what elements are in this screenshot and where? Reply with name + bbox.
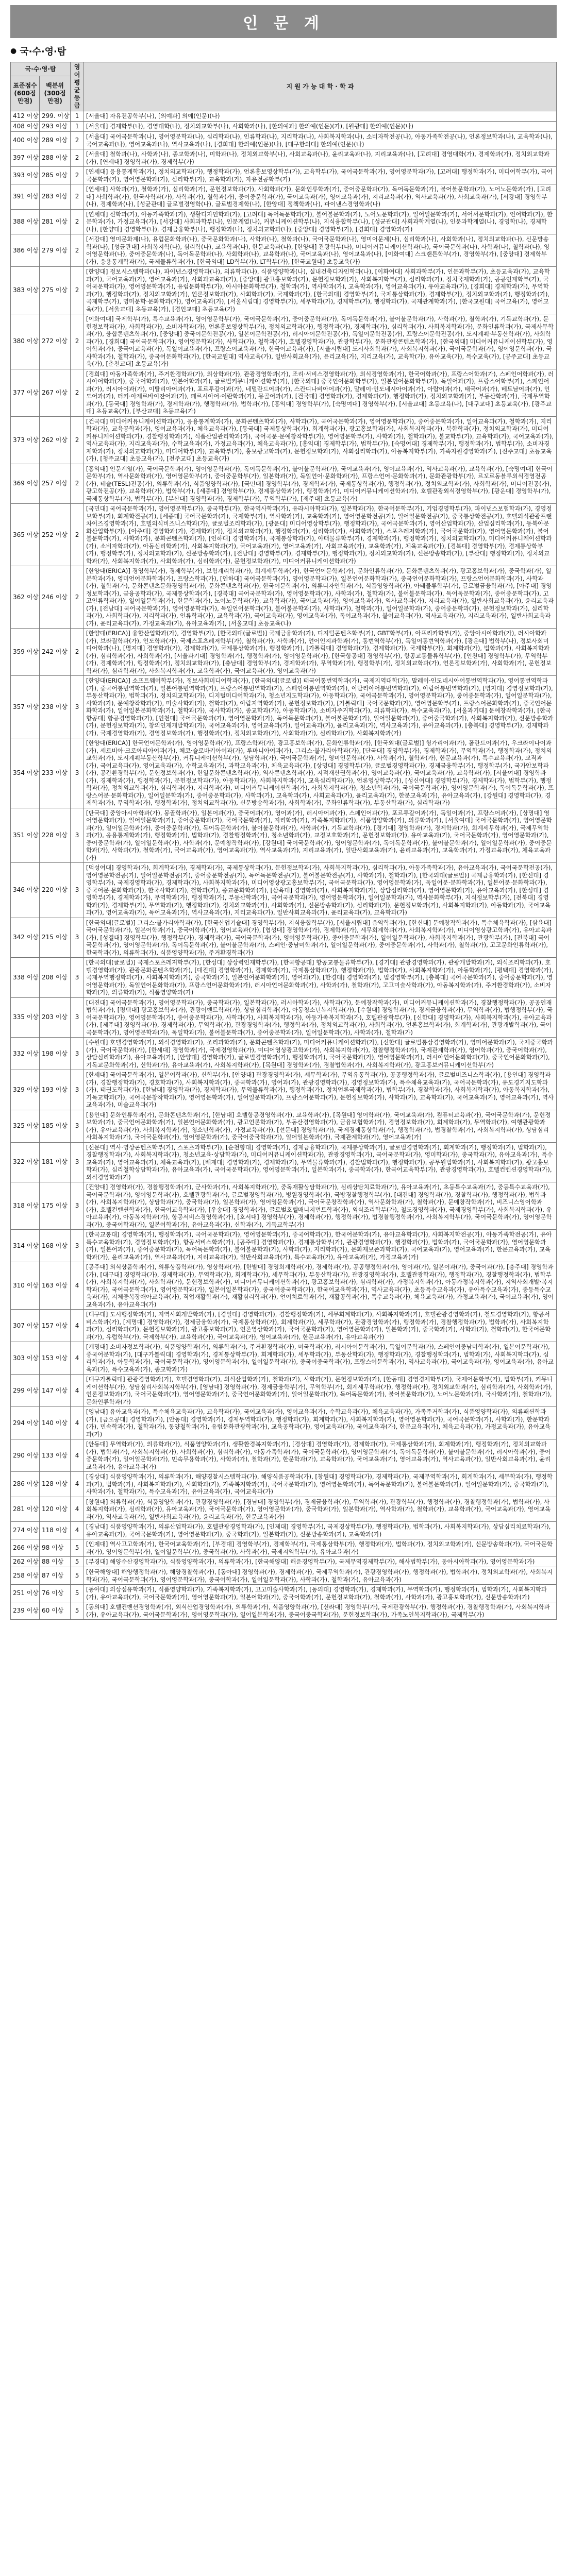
standard-score-cell: 377 이상 [11, 369, 40, 416]
standard-score-cell: 239 이상 [11, 1602, 40, 1620]
english-grade-cell: 3 [71, 1230, 84, 1262]
percentile-cell: 289 이상 [40, 132, 71, 149]
departments-cell: [한양대(ERICA)] 소프트웨어학부(가), 정보사회미디어학과(가), [한국외대(글로벌)] 태국어통번역학과(가), 국제지역대학(가), 말레이·인도네시아어통번역학과(가), 영어통번역학과(가), 중국어통번역학과(가), 일본어통번역학과(가), 프랑스어통번역학과(가), 스페인어통번역학과(가), 이탈리아어통번역학과(가), 아랍어통번역학과(가), [명지대] 경영정보학과(가), 부동산학과(가), 법학과(가), 정치외교학과(가), 디지털미디어학과(가), 청소년지도학과(가), 아동학과(가), 국어국문학과(가), 영어영문학과(가), 중어중문학과(가), 일어일문학과(가), 사학과(가), 문예창작학과(가), 미술사학과(가), 철학과(가), 아랍지역학과(가), 문헌정보학과(가), [가톨릭대] 국어국문학과(가), 영어영문학부(가), 프랑스어문화학과(가), 중국언어문화학과(가), 일어일본문화학과(가), 철학과(가), 국사학과(가), 종교학과(가), 아동학과(가), 소비자주거학과(가), 의류학과(가), 특수교육과(가), [서울과기대] 문예창작학과(가), [한국항공대] 항공경영학과(가), [인천대] 국어국문학과(가), 영어영문학과(가), 독어독문학과(가), 불어불문학과(가), 일어일문학과(가), 중어중국학과(가), 사회복지학과(가), 신문방송학과(가), 문헌정보학과(가), 창의인재개발학과(가), 국어교육과(가), 영어교육과(가), 일어교육과(가), 윤리교육과(가), 역사교육과(가), 유아교육과(가), [충북대] 경영학부(가), 경제학과(가), 국제경영학과(가), 경영정보학과(가), 행정학과(가), 정치외교학과(가), 사회학과(가), 심리학과(가), 사회복지학과(가) [84, 676, 557, 738]
standard-score-cell: 383 이상 [11, 267, 40, 314]
standard-score-cell: 294 이상 [11, 1407, 40, 1439]
header-standard-score-line2: (600점 만점) [14, 90, 36, 105]
departments-cell: [한국외대(글로벌)] 그리스·불가리아학과(가), [한국산업기술대] 경영학부(가), 지식융합학부(가), [서울시립대] 음악학과(가), [한신대] 문예창작학과(가), 특수체육학과(가), [삼육대] 국어국문학과(가), 일본어학과(가), 중국어학과(가), 영어교육과(가), [협성대] 경영학과(가), 경제학과(가), 세무회계학과(가), 사회복지학과(가), 미디어영상광고학과(가), 유아교육과(가), [성결대] 경영학부(가), 행정학부(가), 경제학과(가), 국어국문학과(가), 영어영문학과(가), 중어중문학과(가), 일어일문학과(가), 사회복지학과(가), 관광학부(가), [전북대] 국어국문학과(가), 영어영문학과(가), 독어독문학과(가), 불어불문학과(가), 스페인·중남미학과(가), 일어일문학과(가), 중어중문학과(가), 사학과(가), 철학과(가), 고고문화인류학과(가), 한국학과(가), 의류학과(가), 식품영양학과(가), 주거환경학과(가) [84, 918, 557, 958]
standard-score-cell: 400 이상 [11, 132, 40, 149]
table-row [11, 1375, 557, 1407]
percentile-cell: 120 이상 [40, 1497, 71, 1522]
percentile-cell: 299. 이상 [40, 111, 71, 122]
header-group-cell: 국·수·영·탐 [11, 62, 71, 76]
table-row [11, 1539, 557, 1557]
english-grade-cell: 5 [71, 1585, 84, 1602]
table-row [11, 566, 557, 629]
table-row [11, 958, 557, 998]
table-row [11, 1522, 557, 1539]
standard-score-cell: 318 이상 [11, 1182, 40, 1230]
english-grade-cell: 4 [71, 1375, 84, 1407]
standard-score-cell: 380 이상 [11, 314, 40, 369]
table-row [11, 209, 557, 234]
english-grade-cell: 2 [71, 416, 84, 464]
standard-score-cell: 262 이상 [11, 1557, 40, 1567]
percentile-cell: 203 이상 [40, 997, 71, 1038]
departments-cell: [인제대] 역사고고학과(가), 한국어교육학과(가), [부경대] 경영학부(가), 경제학부(가), 국제통상학부(가), 행정학과(가), 법학과(가), 정치외교학과(가), 신문방송학과(가), 국어국문학과(가), 영어영문학부(가), 일어일문학부(가), 중국학과(가), 사학과(가), 국제지역학부(가), 유아교육과(가) [84, 1539, 557, 1557]
table-row [11, 1230, 557, 1262]
table-row [11, 122, 557, 132]
standard-score-cell: 274 이상 [11, 1522, 40, 1539]
standard-score-cell: 266 이상 [11, 1539, 40, 1557]
percentile-cell: 193 이상 [40, 1070, 71, 1110]
english-grade-cell: 4 [71, 1262, 84, 1310]
percentile-cell: 293 이상 [40, 122, 71, 132]
percentile-cell: 168 이상 [40, 1230, 71, 1262]
departments-cell: [동아대] 의상섬유학과(가), 식품영양학과(가), 가족복지학과(가), 고고미술사학과(가), [동의대] 경영학과(가), 경제학과(가), 무역학과(가), 행정학과(가), 법학과(가), 사회복지학과(가), 유아교육과(가), 국어국문학과(가), 영어영문학과(가), 일본어학과(가), 중국어학과(가), 문헌정보학과(가), 철학과(가), 사학과(가), 광고홍보학과(가), 신문방송학과(가) [84, 1585, 557, 1602]
header-english-grade-line3: 등급 [74, 94, 80, 109]
percentile-cell: 133 이상 [40, 1439, 71, 1472]
departments-cell: [국민대] 국어국문학과(가), 영어영문학부(가), 중국학부(가), 한국역사학과(가), 유라시아학과(가), 일본학과(가), 한국어문학부(가), 기업경영학부(가), 파이낸스보험학과(가), 경영정보학부(가), 회계학전공(가), [세종대] 국어국문학과(가), 국제학부(가), 역사학과(가), 교육학과(가), 영어영문학전공(가), 일어일문학전공(가), 중국통상학전공(가), 호텔외식관광프랜차이즈경영학과(가), 호텔외식비즈니스학과(가), 글로벌조리학과(가), [광운대] 미디어영상학부(가), 행정학과(가), 국어국문학과(가), 영어산업학과(가), 산업심리학과(가), 동북아문화산업학부(가), [아주대] 경영학과(가), 경제학과(가), 정치외교학과(가), 행정학과(가), 심리학과(가), 사회학과(가), 스포츠레저학과(가), 국어국문학과(가), 영어영문학과(가), 불어불문학과(가), 사학과(가), 문화콘텐츠학과(가), [인하대] 경영학과(가), 국제통상학과(가), 아태물류학부(가), 경제학과(가), 행정학과(가), 정치외교학과(가), 미디어커뮤니케이션학과(가), 소비자학과(가), 아동심리학과(가), 사회복지학과(가), 국어교육과(가), 영어교육과(가), 사회교육과(가), 교육학과(가), 체육교육과(가), [경북대] 경영학부(가), 경제통상학부(가), 행정학부(가), 정치외교학과(가), 신문방송학과(가), [전남대] 경영학부(가), 경제학부(가), 행정학과(가), 정치외교학과(가), 신문방송학과(가), [부산대] 행정학과(가), 정치외교학과(가), 사회복지학과(가), 사회학과(가), 심리학과(가), 문헌정보학과(가), 미디어커뮤니케이션학과(가) [84, 504, 557, 566]
percentile-cell: 157 이상 [40, 1310, 71, 1342]
english-grade-cell: 1 [71, 111, 84, 122]
table-row [11, 314, 557, 369]
departments-cell: [대진대] 국어국문학과(가), 영어영문학과(가), 중국학과(가), 일본학과(가), 러시아학과(가), 사학과(가), 문예창작학과(가), 미디어커뮤니케이션학과(가), 경찰행정학과(가), 공공인재법학과(가), [평택대] 광고홍보학과(가), 관광이벤트학과(가), 상담심리학과(가), 아동청소년복지학과(가), [수원대] 경영학과(가), 경제금융학과(가), 무역학과(가), 법행정학부(가), 국어국문학과(가), 영어영문학과(가), 중어중문학과(가), 사학과(가), 사회복지학과(가), 아동가족복지학과(가), 호텔관광학부(가), [신한대] 경영학과(가), 사회복지학과(가), 유아교육과(가), [제주대] 경영학과(가), 경제학과(가), 무역학과(가), 관광경영학과(가), 행정학과(가), 정치외교학과(가), 사회학과(가), 언론홍보학과(가), 회계학과(가), 관광개발학과(가), 국어국문학과(가), 영어영문학과(가), 독일학과(가), 불어불문학과(가), 중어중문학과(가), 일어일문학과(가), 사학과(가), 철학과(가) [84, 997, 557, 1038]
english-grade-cell: 3 [71, 1110, 84, 1142]
departments-cell: [동의대] 호텔컨벤션경영학과(가), 외식산업경영학과(가), 의류학과(가), 식품영양학과(가), [신라대] 경영학부(가), 국제관광학부(가), 행정학과(가), 경찰행정학과(가), 사회복지학과(가), 유아교육과(가), 국어국문학과(가), 영어영문학과(가), 일어일본학과(가), 중국어중국학과(가), 문헌정보학과(가), 가족노인복지학과(가), 국제학부(가) [84, 1602, 557, 1620]
standard-score-cell: 362 이상 [11, 566, 40, 629]
departments-cell: [한국외대(글로벌)] 국제스포츠레저학부(가), [한성대] 상상력인재학부(가), [한국항공대] 항공교통물류학부(가), [경기대] 관광경영학과(가), 관광개발학과(가), 외식조리학과(가), 호텔경영학과(가), 관광문화콘텐츠학과(가), [대진대] 경영학과(가), 경제학과(가), 국제통상학과(가), 행정학과(가), 법학과(가), 사회복지학과(가), 아동학과(가), [평택대] 경영학과(가), 국제무역행정학과(가), 사회복지학과(가), 중국학과(가), 일본언어문화학과(가), 영어과(가), [한경대] 경영학과(가), 법경영학부(가), [충북대] 국어국문학과(가), 중어중문학과(가), 영어영문학과(가), 독일언어문화학과(가), 프랑스언어문화학과(가), 러시아언어문화학과(가), 사학과(가), 철학과(가), 고고미술사학과(가), 아동복지학과(가), 주거환경학과(가), 소비자학과(가), 의류학과(가), 식품영양학과(가) [84, 958, 557, 998]
table-row [11, 1557, 557, 1567]
english-grade-cell: 3 [71, 1142, 84, 1182]
departments-cell: [계명대] 소비자정보학과(가), 식품영양학과(가), 의류학과(가), 주거환경학과(가), 미국학과(가), 러시아어문학과(가), 독일어문학과(가), 스페인어중남미학과(가), 일본어문학과(가), 중국어문학과(가), [대구가톨릭대] 경영학과(가), 경제통상학부(가), 회계학과(가), 세무학과(가), 부동산학과(가), 행정학과(가), 경찰행정학과(가), 법학과(가), 사회복지학과(가), 심리학과(가), 아동학과(가), 국어국문학과(가), 영어영문학과(가), 일어일문학과(가), 중국어중국학과(가), 프랑스어문학과(가), 역사교육과(가), 국어교육과(가), 영어교육과(가), 유아교육과(가), 특수교육과(가), 종교학과(가) [84, 1342, 557, 1375]
departments-cell: [건국대] 미디어커뮤니케이션학과(가), 응용통계학과(가), 문화콘텐츠학과(가), 사학과(가), 국어국문학과(가), 영어영문학과(가), 중어중문학과(가), 일어교육과(가), 철학과(가), 지리학과(가), 교육공학과(가), 영어교육과(가), 체육교육과(가), [동국대] 국제통상학과(가), 회계학과(가), 광고홍보학과(가), 사회복지학과(가), 북한학과(가), 정치외교학과(가), 미디어커뮤니케이션학과(가), 경찰행정학과(가), 식품산업관리학과(가), 국어국문·문예창작학부(가), 영어영문학부(가), 사학과(가), 철학과(가), 불교학부(가), 교육학과(가), 국어교육과(가), 역사교육과(가), 지리교육과(가), 수학교육과(가), 가정교육과(가), 체육교육과(가), [홍익대] 경제학부(가), 법학부(가), [숙명여대] 경제학부(가), 행정학과(가), 법학부(가), 소비자경제학과(가), 정치외교학과(가), 미디어학부(가), 교육학부(가), 홍보광고학과(가), 문헌정보학과(가), 사회심리학과(가), 아동복지학부(가), 가족자원경영학과(가), [진주교대] 초등교육(가), [청주교대] 초등교육(가), [전주교대] 초등교육(가) [84, 416, 557, 464]
standard-score-cell: 290 이상 [11, 1439, 40, 1472]
table-row [11, 1110, 557, 1142]
table-row [11, 676, 557, 738]
standard-score-cell: 281 이상 [11, 1497, 40, 1522]
percentile-cell: 215 이상 [40, 918, 71, 958]
departments-cell: [한세대] 국어국문학과(가), 일본어학과(가), 신학부(가), [안양대] 관광경영학과(가), 세무학과(가), 무역유통학과(가), 공공행정학과(가), 글로벌비즈니스학과(가), [용인대] 경영학과(가), 경찰행정학과(가), 경호학과(가), 사회복지학과(가), 중국학과(가), 영어과(가), 관광경영학과(가), 경영정보학과(가), 특수체육교육과(가), 국어국문학과(가), 유도경기지도학과(가), 태권도학과(가), [한남대] 경영학과(가), 경제학과(가), 무역물류학과(가), 행정학과(가), 정치언론국제학과(가), 법학부(가), 경찰학과(가), 사회복지학과(가), 아동복지학과(가), 기독교학과(가), 국어국문창작학과(가), 영어영문학과(가), 일어일문학과(가), 프랑스어문학과(가), 문헌정보학과(가), 사학과(가), 교육학과(가), 국어교육과(가), 영어교육과(가), 역사교육과(가), 미술교육과(가) [84, 1070, 557, 1110]
departments-cell: [연세대] 응용통계학과(가), 정치외교학과(가), 행정학과(가), 언론홍보영상학부(가), 교육학부(가), 국어국문학과(가), 영어영문학과(가), [고려대] 행정학과(가), 미디어학부(가), 국어국문학과(가), 영어영문학과(가), 심리학부(가), 교육학과(가), 자유전공학부(가) [84, 167, 557, 184]
standard-score-cell: 329 이상 [11, 1070, 40, 1110]
english-grade-cell: 1 [71, 122, 84, 132]
standard-score-cell: 258 이상 [11, 1567, 40, 1585]
table-row [11, 416, 557, 464]
standard-score-cell: 310 이상 [11, 1262, 40, 1310]
percentile-cell: 279 이상 [40, 234, 71, 267]
english-grade-cell: 2 [71, 314, 84, 369]
english-grade-cell: 2 [71, 369, 84, 416]
english-grade-cell: 5 [71, 1539, 84, 1557]
header-departments: 지 원 가 능 대 학 · 학 과 [84, 62, 557, 111]
departments-cell: [서울대] 철학과(나), 사학과(나), 종교학과(나), 미학과(나), 정치외교학부(나), 사회교육과(나), 윤리교육과(나), 지리교육과(나), [고려대] 경영대학(가), 경제학과(가), 정치외교학과(가), [연세대] 경영학과(가), 경제학부(가) [84, 149, 557, 167]
table-row [11, 629, 557, 676]
standard-score-cell: 359 이상 [11, 629, 40, 676]
table-row [11, 369, 557, 416]
percentile-cell: 257 이상 [40, 464, 71, 504]
standard-score-cell: 397 이상 [11, 149, 40, 167]
departments-cell: [서울대] 경제학부(나), 경영대학(나), 정치외교학부(나), 사회학과(나), [한의예과] 한의예(인문)(가), [원광대] 한의예(인문)(나) [84, 122, 557, 132]
percentile-cell: 262 이상 [40, 416, 71, 464]
english-grade-cell: 3 [71, 997, 84, 1038]
percentile-cell: 267 이상 [40, 369, 71, 416]
standard-score-cell: 286 이상 [11, 1472, 40, 1497]
english-grade-cell: 4 [71, 1439, 84, 1472]
standard-score-cell: 354 이상 [11, 738, 40, 808]
english-grade-cell: 3 [71, 738, 84, 808]
english-grade-cell: 3 [71, 1182, 84, 1230]
percentile-cell: 76 이상 [40, 1585, 71, 1602]
table-row [11, 464, 557, 504]
header-english-grade [71, 62, 84, 111]
departments-cell: [서울대] 자유전공학부(나), [의예과] 의예(인문)(나) [84, 111, 557, 122]
table-row [11, 918, 557, 958]
english-grade-cell: 3 [71, 1070, 84, 1110]
table-row [11, 1342, 557, 1375]
english-grade-cell: 4 [71, 1522, 84, 1539]
english-grade-cell: 2 [71, 209, 84, 234]
standard-score-cell: 357 이상 [11, 676, 40, 738]
table-header-row [11, 62, 557, 76]
table-row [11, 234, 557, 267]
departments-cell: [서울대] 국어국문학과(나), 영어영문학과(나), 심리학과(나), 인류학과(나), 지리학과(나), 사회복지학과(나), 소비자학전공(나), 아동가족학전공(나), 언론정보학과(나), 교육학과(나), 국어교육과(나), 영어교육과(나), 역사교육과(나), [경희대] 한의예(인문)(나), [대구한의대] 한의예(인문)(나) [84, 132, 557, 149]
percentile-cell: 208 이상 [40, 958, 71, 998]
english-grade-cell: 3 [71, 863, 84, 918]
standard-score-cell: 299 이상 [11, 1375, 40, 1407]
subsection-label-text: 국·수·영·탐 [20, 46, 66, 57]
section-title-bar [10, 5, 557, 38]
table-row [11, 863, 557, 918]
standard-score-cell: 365 이상 [11, 504, 40, 566]
departments-cell: [용인대] 문화인류학과(가), 문화콘텐츠학과(가), [한남대] 호텔항공경영학과(가), 교육학과(가), [목원대] 영어학과(가), 국어교육과(가), 컴퓨터교육과(가), 국어국문학과(가), 문헌정보학과(가), 중국언어문화학과(가), 일본언어문화학과(가), 광고언론학과(가), 부동산경영학과(가), 금융보험학과(가), 경영정보학과(가), 회계학과(가), 무역학과(가), 여행관광학과(가), 유아교육과(가), 사회복지학과(가), 청소년학과(가), 가정교육과(가), [선문대] 경영학과(가), 국제경제통상학과(가), 행정학과(가), 법경찰학과(가), 사회복지학과(가), 상담심리사회복지학과(가), 국어국문학과(가), 영어영문학과(가), 중국어중국학과(가), 일어일본학과(가), 국제관계학과(가), 영어교육과(가) [84, 1110, 557, 1142]
header-percentile [40, 76, 71, 111]
english-grade-cell: 2 [71, 234, 84, 267]
departments-cell: [연세대] 사학과(가), 철학과(가), 심리학과(가), 문헌정보학과(가), 사회학과(가), 문화인류학과(가), 중어중문학과(가), 독어독문학과(가), 불어불문학과(가), 노어노문학과(가), [고려대] 사회학과(가), 한국사학과(가), 사학과(가), 철학과(가), 중어중문학과(가), 국어교육과(가), 영어교육과(가), 지리교육과(가), 역사교육과(가), 사회교육과(가), [서강대] 경영학부(나), 경제학과(나), [성균관대] 글로벌경영학(나), 글로벌경제학(나), [한양대] 정책학과(나), 파이낸스경영학과(나) [84, 184, 557, 210]
departments-cell: [한양대(ERICA)] 경영학부(가), 경제학부(가), 보험계리학과(가), 회계세무학과(가), 한국언어문학과(가), 문화인류학과(가), 문화콘텐츠학과(가), 광고홍보학과(가), 중국학과(가), 일본학과(가), 영미언어문화학과(가), 프랑스학과(가), [인하대] 국어국문학과(가), 영어영문학과(가), 일본언어문화학과(가), 중국언어문화학과(가), 프랑스언어문화학과(가), 사학과(가), 철학과(가), 문화콘텐츠문화경영학과(가), 문화콘텐츠학과(가), 한국어문학과(가), 의류디자인학과(가), 식품영양학과(가), 아태물류학부(가), 글로벌금융학과(가), [아주대] 경영정보학과(가), 금융공학과(가), 국제통상학과(가), [경북대] 국어국문학과(가), 영어영문학과(가), 사학과(가), 철학과(가), 불어불문학과(가), 독어독문학과(가), 중어중문학과(가), 고고인류학과(가), 일어일문학과(가), 한문학과(가), 노어노문학과(가), 교육학과(가), 국어교육과(가), 영어교육과(가), 역사교육과(가), 지리교육과(가), 일반사회교육과(가), 윤리교육과(가), [전남대] 국어국문학과(가), 영어영문학과(가), 독일언어문학과(가), 불어불문학과(가), 사학과(가), 철학과(가), 일어일문학과(가), 중어중문학과(가), 문헌정보학과(가), 심리학과(가), 사회학과(가), 지리학과(가), 인류학과(가), 교육학과(가), 국어교육과(가), 영어교육과(가), 독어교육과(가), 불어교육과(가), 역사교육과(가), 지리교육과(가), 일반사회교육과(가), 윤리교육과(가), 가정교육과(가), 유아교육과(가), [서울교대] 초등교육(나) [84, 566, 557, 629]
percentile-cell: 185 이상 [40, 1110, 71, 1142]
table-row [11, 149, 557, 167]
header-standard-score [11, 76, 40, 111]
standard-score-cell: 303 이상 [11, 1342, 40, 1375]
percentile-cell: 147 이상 [40, 1375, 71, 1407]
standard-score-cell: 332 이상 [11, 1038, 40, 1070]
departments-cell: [한국교통대] 경영학과(가), 행정학과(가), 국어국문학과(가), 영어영문학과(가), 중국어학과(가), 한국어문학과(가), 유아교육학과(가), 사회복지학전공(가), 아동가족학전공(가), 유아특수교육학과(가), 경영정보학과(가), 항공서비스학과(가), [공주대] 경영학과(가), 경제통상학부(가), 관광경영학과(가), 행정학과(가), 법학과(가), 국어국문학과(가), 영어영문학과(가), 일본어과(가), 중어중문학과(가), 독어독문학과(가), 불어불문학과(가), 사학과(가), 지리학과(가), 문화재보존과학과(가), 국어교육과(가), 영어교육과(가), 한문교육과(가), 교육학과(가), 윤리교육과(가), 역사교육과(가), 지리교육과(가), 일반사회교육과(가), 특수교육과(가), 유아교육과(가), 가정교육과(가) [84, 1230, 557, 1262]
english-grade-cell: 2 [71, 149, 84, 167]
departments-cell: [선문대] 역사·영상콘텐츠학부(가), 스포츠과학부(가), [순천향대] 경영학과(가), 경제금융학과(가), 국제통상학과(가), 글로벌경영학과(가), 회계학과(가), 행정학과(가), 법학과(가), 경찰행정학과(가), 사회복지학과(가), 청소년교육·상담학과(가), 미디어커뮤니케이션학과(가), 관광경영학과(가), 국어국문학과(가), 영미학과(가), 중국학과(가), 유아교육과(가), 특수교육과(가), 영어교육과(가), 체육교육과(가), [배재대] 경영학과(가), 경제학과(가), 무역물류학과(가), 경찰법학과(가), 행정학과(가), 공무원법학과(가), 사회복지학과(가), 광고홍보학과(가), 심리철학상담학과(가), 유아교육과(가), 국어국문학과(가), 영어영문학과(가), 일본학과(가), 중국학과(가), 한국어교육학부(가), 관광경영학과(가), 호텔컨벤션경영학과(가), 외식경영학과(가) [84, 1142, 557, 1182]
table-row [11, 1567, 557, 1585]
percentile-cell: 233 이상 [40, 738, 71, 808]
english-grade-cell: 4 [71, 1342, 84, 1375]
header-english-grade-line1: 영어 [74, 63, 80, 78]
english-grade-cell: 2 [71, 504, 84, 566]
table-row [11, 1142, 557, 1182]
departments-cell: [경희대] 아동가족학과(가), 주거환경학과(가), 의상학과(가), 관광경영학과(가), 조리·서비스경영학과(가), 외식경영학과(가), 한국어학과(가), 프랑스어학과(가), 스페인어학과(가), 러시아어학과(가), 중국어학과(가), 일본어학과(가), 글로벌커뮤니케이션학부(가), [한국외대] 중국언어문화학부(가), 일본언어문화학부(가), 독일어과(가), 프랑스어학부(가), 스페인어과(가), 러시아어과(가), 이탈리아어과(가), 포르투갈어과(가), 네덜란드어과(가), 스칸디나비아어과(가), 말레이·인도네시아어과(가), 아랍어과(가), 태국어과(가), 베트남어과(가), 인도어과(가), 터키·아제르바이잔어과(가), 페르시아어·이란학과(가), 몽골어과(가), [건국대] 경영학과(가), 경제학과(가), 행정학과(가), 정치외교학과(가), 부동산학과(가), 국제무역학과(가), [동국대] 경영학과(가), 경제학과(가), 행정학과(가), 법학과(가), [홍익대] 경영학부(가), [숙명여대] 경영학부(가), [서울교대] 초등교육(나), [대구교대] 초등교육(가), [광주교대] 초등교육(가), [부산교대] 초등교육(가) [84, 369, 557, 416]
english-grade-cell: 2 [71, 132, 84, 149]
english-grade-cell: 3 [71, 676, 84, 738]
table-row [11, 1602, 557, 1620]
table-row [11, 1439, 557, 1472]
percentile-cell: 153 이상 [40, 1342, 71, 1375]
table-row [11, 267, 557, 314]
standard-score-cell: 391 이상 [11, 184, 40, 210]
standard-score-cell: 412 이상 [11, 111, 40, 122]
table-row [11, 1472, 557, 1497]
subsection-label [10, 44, 557, 58]
departments-cell: [대구대] 도시행정학과(가), 지역사회개발학과(가), [경일대] 경영학과(가), 경찰행정학과(가), 세무회계학과(가), 사회복지학과(가), 호텔관광경영학과(가), 철도경영학과(가), 항공서비스학과(가), [계명대] 경영학과(가), 경제금융학과(가), 국제통상학과(가), 회계학과(가), 세무학과(가), 관광경영학과(가), 행정학과(가), 경찰행정학과(가), 법학과(가), 사회복지학과(가), 심리학과(가), 문헌정보학과(가), 광고홍보학과(가), 언론영상학과(가), 국어국문학과(가), 영어영문학과(가), 일본학과(가), 중국학과(가), 사학과(가), 철학과(가), 한국어문학과(가), 유럽학부(가), 국제학부(가), 교육학과(가), 국어교육과(가), 영어교육과(가), 한문교육과(가), 유아교육과(가) [84, 1310, 557, 1342]
english-grade-cell: 4 [71, 1497, 84, 1522]
departments-cell: [한양대(ERICA)] 한국언어문학과(가), 영어영문학과(가), 프랑스학과(가), 광고홍보학과(가), 문화인류학과(가), [한국외대(글로벌)] 헝가리어과(가), 폴란드어과(가), 우크라이나어과(가), 세르비아·크로아티아어과(가), 체코·슬로바키아어과(가), 루마니아어과(가), 그리스·불가리아학과(가), [단국대] 경영학부(가), 경제학과(가), 무역학과(가), 행정학과(가), 정치외교학과(가), 도시계획부동산학부(가), 커뮤니케이션학부(가), 상담학과(가), 국어국문학과(가), 영미인문학과(가), 사학과(가), 철학과(가), 한문교육과(가), 특수교육과(가), 교직과(가), 국어교육과(가), 영어교육과(가), 수학교육과(가), 과학교육과(가), 체육교육과(가), [상명대] 경영학부(가), 글로벌경영학과(가), 경제금융학부(가), 행정학부(가), 국가안보학과(가), 공간환경학부(가), 문헌정보학과(가), 한일문화콘텐츠학과(가), 역사콘텐츠학과(가), 지적재산권학과(가), 영어교육과(가), 국어교육과(가), 교육학과(가), [서울여대] 경영학과(가), 경제학과(가), 행정학과(가), 문헌정보학과(가), 아동학과(가), 사회복지학과(가), 교육심리학과(가), 언론영상학부(가), [성신여대] 경영학부(가), 경제학과(가), 법학부(가), 행정학과(가), 정치외교학과(가), 심리학과(가), 지리학과(가), 미디어커뮤니케이션학과(가), 사회복지학과(가), 청소년학과(가), 국어국문학과(가), 영어영문학과(가), 독어독문학과(가), 프랑스어문·문화학과(가), 일어일문학과(가), 중어중문학과(가), 사학과(가), 교육학과(가), 사회교육과(가), 윤리교육과(가), 한문교육과(가), 유아교육과(가), [강원대] 경영학과(가), 경제학과(가), 무역학과(가), 행정학과(가), 정치외교학과(가), 신문방송학과(가), 사회학과(가), 문화인류학과(가), 부동산학과(가), 심리학과(가) [84, 738, 557, 808]
table-row [11, 184, 557, 210]
standard-score-cell: 351 이상 [11, 808, 40, 863]
percentile-cell: 88 이상 [40, 1557, 71, 1567]
english-grade-cell: 5 [71, 1567, 84, 1585]
standard-score-cell: 342 이상 [11, 918, 40, 958]
english-grade-cell: 4 [71, 1310, 84, 1342]
header-standard-score-line1: 표준점수 [13, 82, 37, 90]
table-row [11, 1070, 557, 1110]
table-body [11, 111, 557, 1620]
percentile-cell: 281 이상 [40, 209, 71, 234]
percentile-cell: 228 이상 [40, 808, 71, 863]
departments-cell: [창원대] 의류학과(가), 식품영양학과(가), 관광경영학과(가), [경남대] 경영학부(가), 경제금융학과(가), 무역학과(가), 관광학부(가), 행정학과(가), 경찰행정학과(가), 법학과(가), 사회복지학과(가), 심리학과(가), 유아교육과(가), 국어국문학과(가), 영어영문학과(가), 중국학과(가), 일본학과(가), 역사학과(가), 철학과(가), 교육학과(가), 국어교육과(가), 영어교육과(가), 역사교육과(가), 일반사회교육과(가), 윤리교육과(가), 한문교육과(가) [84, 1497, 557, 1522]
percentile-cell: 285 이상 [40, 167, 71, 184]
percentile-cell: 275 이상 [40, 267, 71, 314]
admission-table [10, 62, 557, 1620]
departments-cell: [대구가톨릭대] 관광경영학과(가), 호텔경영학과(가), 외식산업학과(가), 철학과(가), 사학과(가), 문헌정보학과(가), [한동대] 경영경제학부(가), 국제어문학부(가), 법학부(가), 커뮤니케이션학부(가), 상담심리사회복지학부(가), [영남대] 경영학과(가), 경제금융학부(가), 무역학부(가), 회계세무학과(가), 행정학과(가), 정치외교학과(가), 심리학과(가), 사회학과(가), 언론정보학과(가), 국어국문학과(가), 영어영문학과(가), 중국언어문화학과(가), 일어일문학과(가), 독어독문학과(가), 불어불문학과(가), 노어노문학과(가), 국사학과(가), 철학과(가), 문화인류학과(가) [84, 1375, 557, 1407]
english-grade-cell: 2 [71, 167, 84, 184]
standard-score-cell: 338 이상 [11, 958, 40, 998]
standard-score-cell: 314 이상 [11, 1230, 40, 1262]
table-row [11, 1262, 557, 1310]
table-row [11, 1038, 557, 1070]
percentile-cell: 87 이상 [40, 1567, 71, 1585]
table-row [11, 504, 557, 566]
english-grade-cell: 2 [71, 464, 84, 504]
departments-cell: [이화여대] 국제학부(가), 특수교육과(가), 영어영문학부(가), 국어국문학과(가), 중어중문학과(가), 독어독문학과(가), 불어불문학과(가), 사학과(가), 철학과(가), 기독교학과(가), 문헌정보학과(가), 사회학과(가), 소비자학과(가), 언론홍보영상학부(가), 정치외교학과(가), 행정학과(가), 경제학과(가), 심리학과(가), 사회복지학과(가), 문화인류학과(가), 국제사무학과(가), 융합콘텐츠학과(가), [중앙대] 중국어문학전공(가), 일본어문학전공(가), 러시아어문학전공(가), 독일어문학전공(가), 프랑스어문학전공(가), 도시계획·부동산학과(가), 사회학과(가), [경희대] 국어국문학과(가), 영어영문학과(가), 사학과(가), 철학과(가), 호텔경영학과(가), 관광학부(가), 문화관광콘텐츠학과(가), [한국외대] 미디어커뮤니케이션학부(가), 영어학과(가), 중국어교육과(가), 독일어교육과(가), 프랑스어교육과(가), 한국어교육과(가), [서울시립대] 도시사회학과(가), 사회복지학과(가), 국어국문학과(가), 영어영문학과(가), 국사학과(가), 철학과(가), 중국어문화학과(가), [한국교원대] 역사교육(가), 일반사회교육(가), 윤리교육(가), 지리교육(가), 교육학(가), 유아교육(가), 특수교육(가), [공주교대] 초등교육(가), [춘천교대] 초등교육(가) [84, 314, 557, 369]
standard-score-cell: 307 이상 [11, 1310, 40, 1342]
percentile-cell: 198 이상 [40, 1038, 71, 1070]
standard-score-cell: 408 이상 [11, 122, 40, 132]
percentile-cell: 238 이상 [40, 676, 71, 738]
percentile-cell: 220 이상 [40, 863, 71, 918]
standard-score-cell: 325 이상 [11, 1110, 40, 1142]
departments-cell: [건양대] 경영학과(가), 경찰행정학과(가), 군사학과(가), 사회복지학과(가), 중독재활상담학과(가), 심리상담치료학과(가), 유아교육과(가), 초등특수교육과(가), 중등특수교육과(가), 국어국문학과(가), 영어영문학과(가), 호텔관광학과(가), 글로벌경영학과(가), 병원경영학과(가), 국방경찰행정학부(가), [대전대] 경영학과(가), 경찰학과(가), 행정학과(가), 법학과(가), 사회복지학과(가), 상담학과(가), 중국학과(가), 일본학과(가), 영어영문학과(가), 국어국문창작학과(가), 역사문화학과(가), 철학과(가), 문예창작학과(가), 비즈니스영어학과(가), 호텔컨벤션학과(가), 한국어교육학과(가), [우송대] 경영학과(가), 글로벌호텔매니지먼트학과(가), 외식조리학부(가), 철도경영학과(가), 국제경영학부(가), 사회복지학과(가), 유아교육과(가), 아동복지학과(가), 항공서비스경영학과(가), [호서대] 경영학부(가), 경제학과(가), 행정학과(가), 법경찰행정학과(가), 사회복지학부(가), 국어국문학과(가), 영어영문학과(가), 중국어학과(가), 일본어학과(가), 유아교육과(가), 신학과(가), 기독교학부(가) [84, 1182, 557, 1230]
departments-cell: [서강대] 영미문화계(나), 유럽문화학과(나), 중국문화학과(나), 사학과(나), 철학과(나), 국어국문학과(나), 영미어문계(나), 심리학과(나), 사회학과(나), 정치외교학과(나), 신문방송학과(나), [성균관대] 사회복지학(나), 심리학(나), 교육학과(나), 한문교육과(나), [한양대] 관광학부(나), 미디어커뮤니케이션학과(나), 국어국문학과(나), 사학과(나), 철학과(나), 영어영문학과(나), 중어중문학과(나), 독어독문학과(나), 사회학과(나), 교육학과(나), 국어교육과(나), 영어교육과(나), [이화여대] 스크랜튼학부(가), 경영학부(가), [중앙대] 경제학부(가), 응용통계학과(가), 국제물류학과(가), [한국외대] LD학부(가), LT학부(가), [한국교원대] 초등교육(가) [84, 234, 557, 267]
english-grade-cell: 4 [71, 1472, 84, 1497]
header-percentile-line2: (300점 만점) [44, 90, 66, 105]
table-row [11, 1585, 557, 1602]
standard-score-cell: 386 이상 [11, 234, 40, 267]
table-row [11, 111, 557, 122]
percentile-cell: 246 이상 [40, 566, 71, 629]
departments-cell: [경남대] 식품영양학과(가), 의류산업학과(가), 호텔관광경영학과(가), [인제대] 경영학부(가), 국제경상학부(가), 행정학과(가), 법학과(가), 사회복지학과(가), 상담심리치료학과(가), 유아교육과(가), 국어국문학과(가), 영어영문학과(가), 중국학과(가), 일본학과(가), 신문방송학과(가), 교육학과(가) [84, 1522, 557, 1539]
percentile-cell: 128 이상 [40, 1472, 71, 1497]
table-row [11, 808, 557, 863]
standard-score-cell: 388 이상 [11, 209, 40, 234]
standard-score-cell: 373 이상 [11, 416, 40, 464]
standard-score-cell: 335 이상 [11, 997, 40, 1038]
standard-score-cell: 369 이상 [11, 464, 40, 504]
percentile-cell: 288 이상 [40, 149, 71, 167]
departments-cell: [한국해양대] 해양행정학과(가), 해양경찰학과(가), [동아대] 경영학과(가), 경제학과(가), 국제무역학과(가), 관광경영학과(가), 행정학과(가), 법학과(가), 정치외교학과(가), 사회복지학과(가), 국어국문학과(가), 영어영문학과(가), 중국어학과(가), 일어일문학과(가), 사학과(가), 철학과(가), 유아교육과(가) [84, 1567, 557, 1585]
english-grade-cell: 3 [71, 918, 84, 958]
departments-cell: [한양대(ERICA)] 융합산업학과(가), 경영학부(가), [한국외대(글로벌)] 국제금융학과(가), 디지털콘텐츠학부(가), GBT학부(가), 아프리카학부(가), 중앙아시아학과(가), 러시아학과(가), 브라질학과(가), 인도학과(가), 국제스포츠레저학부(가), 철학과(가), 사학과(가), 언어인지과학과(가), 통번역학부(가), 독일어통번역학과(가), [광운대] 법학부(나), 정보사회미디어학과(나), [명지대] 경영학과(가), 경제학과(가), 국제통상학과(가), 행정학과(가), [가톨릭대] 경영학과(가), 경제학과(가), 국제학부(가), 회계학과(가), 법학과(가), 사회복지학과(가), 심리학과(가), 사회학과(가), [서울과기대] 경영학과(가), 행정학과(가), 영어영문학과(가), [한국항공대] 경영학부(가), 항공교통물류학부(가), [인천대] 경영학부(가), 무역학부(가), 경제학과(가), 행정학과(가), 정치외교학과(가), [충남대] 경영학부(가), 경제학과(가), 무역학과(가), 행정학부(가), 정치외교학과(가), 언론정보학과(가), 사회학과(가), 문헌정보학과(가), 심리학과(가), 사회복지학과(가), 교육학과(가), 국어교육과(가), 영어교육과(가) [84, 629, 557, 676]
standard-score-cell: 346 이상 [11, 863, 40, 918]
departments-cell: [단국대] 중앙아시아학과(가), 몽골학과(가), 일본어과(가), 중국어과(가), 영어과(가), 러시아어과(가), 스페인어과(가), 포르투갈어과(가), 독일어과(가), 프랑스어과(가), [상명대] 영어영문학과(가), 일어일문학과(가), 중어중문학과(가), 국어국문학과(가), 지리학과(가), 가족복지학과(가), 식품영양학과(가), 의류학과(가), [서울여대] 국어국문학과(가), 영어영문학과(가), 일어일문학과(가), 중어중문학과(가), 독어독문학과(가), 불어불문학과(가), 사학과(가), 기독교학과(가), [경기대] 경영학과(가), 경제학과(가), 회계세무학과(가), 국제무역학과(가), 응용통계학과(가), 행정학과(가), 법학과(가), 경찰행정학과(가), 청소년학과(가), 교정보호학과(가), 문헌정보학과(가), 유아교육과(가), 국어국문학과(가), 영어영문학과(가), 중어중문학과(가), 일어일문학과(가), 사학과(가), 문예창작학과(가), [강원대] 국어국문학과(가), 영어영문학과(가), 독어독문학과(가), 불어불문학과(가), 일어일문학과(가), 중어중문학과(가), 사학과(가), 철학과(가), 국어교육과(가), 영어교육과(가), 역사교육과(가), 지리교육과(가), 일반사회교육과(가), 윤리교육과(가), 교육학과(가), 가정교육과(가), 체육교육과(가) [84, 808, 557, 863]
departments-cell: [홍익대] 인문계열(가), 국어국문학과(가), 영어영문학과(가), 독어독문학과(가), 불어불문학과(가), 국어교육과(가), 영어교육과(가), 역사교육과(가), 교육학과(가), [숙명여대] 한국어문학부(가), 역사문화학과(가), 영어영문학부(가), 중어중문학부(가), 일본학과(가), 독일언어·문화학과(가), 프랑스언어·문화학과(가), 문화관광학부(가), 르꼬르동블루외식경영전공(가), 테슬(TESL)전공(가), 의류학과(가), 식품영양학과(가), [국민대] 경영학부(가), 경제학과(가), 국제통상학과(가), 행정학과(가), 정치외교학과(가), 사회학과(가), 미디어전공(가), 광고학전공(가), 교육학과(가), 법학부(가), [세종대] 경영학부(가), 경제통상학과(가), 행정학과(가), 미디어커뮤니케이션학과(가), 호텔관광외식경영학부(가), [광운대] 경영학부(가), 국제통상학부(가), 법학부(가), [부산대] 경영학과(가), 경제학부(가), 무역학부(가), [제주대] 초등교육(가) [84, 464, 557, 504]
english-grade-cell: 3 [71, 1038, 84, 1070]
standard-score-cell: 393 이상 [11, 167, 40, 184]
table-row [11, 997, 557, 1038]
section-title: 인 문 계 [243, 14, 324, 32]
percentile-cell: 181 이상 [40, 1142, 71, 1182]
header-percentile-line1: 백분위 [46, 82, 64, 90]
english-grade-cell: 3 [71, 808, 84, 863]
table-row [11, 738, 557, 808]
departments-cell: [수원대] 호텔경영학과(가), 외식경영학과(가), 조리과학과(가), 문화콘텐츠학과(가), 미디어커뮤니케이션학과(가), [신한대] 글로벌통상경영학과(가), 영미어문학과(가), 국제중국학과(가), 국어국문학과(가), [한세대] 경영학과(가), 국제경영학과(가), 미디어영상광고학과(가), 사회복지학과(가), 경찰행정학과(가), 국제관계학과(가), 영어학과(가), 중국어학과(가), 상담심리학과(가), 유아교육과(가), [안양대] 경영학과(가), 글로벌경영학과(가), 행정학과(가), 국어국문학과(가), 영어영문학과(가), 러시아언어문화학과(가), 중국언어문화학과(가), 기독교문화학과(가), 신학과(가), 유아교육과(가), 사회복지학과(가), [목원대] 경영학과(가), 경찰법학과(가), 사회복지학과(가), 광고홍보커뮤니케이션학부(가) [84, 1038, 557, 1070]
standard-score-cell: 251 이상 [11, 1585, 40, 1602]
table-row [11, 1407, 557, 1439]
table-row [11, 1310, 557, 1342]
departments-cell: [안동대] 무역학과(가), 의류학과(가), 식품영양학과(가), 생활환경복지학과(가), [경상대] 경영학과(가), 경제학과(가), 국제통상학과(가), 회계학과(가), 행정학과(가), 정치외교학과(가), 법학과(가), 사회복지학과(가), 사회학과(가), 심리학과(가), 아동가족학과(가), 국어국문학과(가), 영어영문학과(가), 독어독문학과(가), 불어불문학과(가), 러시아학과(가), 중어중문학과(가), 일어일문학과(가), 민속무용학과(가), 사학과(가), 철학과(가), 한문학과(가), 교육학과(가), 국어교육과(가), 영어교육과(가), 역사교육과(가), 일반사회교육과(가), 윤리교육과(가), 유아교육과(가) [84, 1439, 557, 1472]
percentile-cell: 242 이상 [40, 629, 71, 676]
departments-cell: [부경대] 해양수산경영학과(가), 식품영양학과(가), 의류학과(가), [한국해양대] 해운경영학부(가), 국제무역경제학부(가), 해사법학부(가), 동아시아학과(가), 영어영문학과(가) [84, 1557, 557, 1567]
table-row [11, 132, 557, 149]
percentile-cell: 272 이상 [40, 314, 71, 369]
standard-score-cell: 322 이상 [11, 1142, 40, 1182]
header-english-grade-line2: 평균 [74, 79, 80, 94]
departments-cell: [연세대] 신학과(가), 아동가족학과(가), 생활디자인학과(가), [고려대] 독어독문학과(가), 불어불문학과(가), 노어노문학과(가), 일어일문학과(가), 서어서문학과(가), 언어학과(가), 한문학과(가), 가정교육과(가), [서강대] 사회과학부(나), 인문계열(나), 커뮤니케이션학부(나), 지식융합학부(나), [성균관대] 사회과학계열(나), 인문과학계열(나), 경영학(나), 경제학(나), [한양대] 경영학부(나), 경제금융학부(나), 행정학과(나), 정치외교학과(나), [중앙대] 경영학부(가), [경희대] 경영학과(가) [84, 209, 557, 234]
percentile-cell: 140 이상 [40, 1407, 71, 1439]
english-grade-cell: 4 [71, 1407, 84, 1439]
english-grade-cell: 3 [71, 958, 84, 998]
english-grade-cell: 2 [71, 566, 84, 629]
table-row [11, 167, 557, 184]
percentile-cell: 283 이상 [40, 184, 71, 210]
percentile-cell: 163 이상 [40, 1262, 71, 1310]
english-grade-cell: 2 [71, 184, 84, 210]
departments-cell: [영남대] 유아교육과(가), 특수체육교육과(가), 교육학과(가), 국어교육과(가), 영어교육과(가), 수학교육과(가), 체육교육과(가), 가족주거학과(가), 식품영양학과(가), 의류패션학과(가), [금오공대] 경영학과(가), [안동대] 경영학과(가), 경제무역학과(가), 행정학과(가), 회계학과(가), 사회복지학과(가), 영어영문학과(가), 국어국문학과(가), 사학과(가), 한문학과(가), 민속학과(가), 철학과(가), 동양철학과(가), 유럽문화관광학과(가), 교육공학과(가), 영어교육과(가), 국어교육과(가), 한문교육과(가), 체육교육과(가), 가정교육과(가), 유아교육과(가) [84, 1407, 557, 1439]
english-grade-cell: 5 [71, 1557, 84, 1567]
english-grade-cell: 2 [71, 629, 84, 676]
english-grade-cell: 5 [71, 1602, 84, 1620]
percentile-cell: 175 이상 [40, 1182, 71, 1230]
table-row [11, 1182, 557, 1230]
percentile-cell: 118 이상 [40, 1522, 71, 1539]
departments-cell: [공주대] 외식상품학과(가), 의류상품학과(가), 영상학과(가), [한밭대] 경영회계학과(가), 경제학과(가), 공공행정학과(가), 영어과(가), 일본어과(가), 중국어과(가), [충주대] 경영학과(가), [대구대] 경영학과(가), 경제학과(가), 무역학과(가), 회계학과(가), 세무학과(가), 부동산학과(가), 관광경영학과(가), 호텔관광학과(가), 행정학과(가), 경찰행정학과(가), 법학부(가), 사회복지학과(가), 사회학과(가), 문헌정보학과(가), 미디어커뮤니케이션학과(가), 광고홍보학과(가), 심리학과(가), 가정복지학과(가), 아동가정복지학과(가), 지역사회개발·복지학과(가), 국어국문학과(가), 영어영문학과(가), 일본어일본학과(가), 중국어중국학과(가), 한국어교육학과(가), 역사교육과(가), 초등특수교육과(가), 유아특수교육과(가), 중등특수교육과(가), 지체중복장애아교육과(가), 직업재활학과(가), 재활심리학과(가), 언어치료학과(가), 재활공학과(가), 특수교육과(가), 체육교육과(가), 가정교육과(가), 국어교육과(가), 영어교육과(가), 유아교육과(가) [84, 1262, 557, 1310]
table-row [11, 1497, 557, 1522]
percentile-cell: 98 이상 [40, 1539, 71, 1557]
bullet-icon: ● [10, 47, 17, 55]
percentile-cell: 252 이상 [40, 504, 71, 566]
english-grade-cell: 2 [71, 267, 84, 314]
departments-cell: [덕성여대] 경영학과(가), 회계학과(가), 경제학과(가), 국제통상학과(가), 문헌정보학과(가), 사회복지학과(가), 심리학과(가), 아동가족학과(가), 유아교육과(가), 국어국문학전공(가), 영어영문학전공(가), 일어일문학전공(가), 중어중문학전공(가), 독어독문학전공(가), 불어불문학전공(가), 사학과(가), 철학과(가), [한국외대(글로벌)] 국제금융학과(가), [한신대] 경영학부(가), 국제경영학과(가), 경제학과(가), 사회복지학과(가), 미디어영상광고홍보학부(가), 국어국문학과(가), 영어영문학과(가), 독일어문·문화학과(가), 일본어문·문화학과(가), 중국어문·문화학과(가), 한국사학과(가), 철학과(가), 종교문화학과(가), [삼육대] 경영학과(가), 사회복지학과(가), 상담심리학과(가), 영어영문학과(가), 유아교육과(가), [한성대] 경영학부(가), 경제학과(가), 무역학과(가), 행정학과(가), 부동산학과(가), 국어국문학과(가), 영어영문학과(가), 일어일문학과(가), 역사문화학부(가), 지식정보학부(가), [전북대] 경영학과(가), 경제학부(가), 무역학과(가), 행정학과(가), 정치외교학과(가), 사회학과(가), 신문방송학과(가), 심리학과(가), 문헌정보학과(가), 사회복지학과(가), 아동학과(가), 국어교육과(가), 영어교육과(가), 독어교육과(가), 역사교육과(가), 지리교육과(가), 일반사회교육과(가), 윤리교육과(가), 교육학과(가) [84, 863, 557, 918]
departments-cell: [경상대] 식품영양학과(가), 의류학과(가), 해양경찰시스템학과(가), 해양식품공학과(가), [창원대] 경영학과(가), 경제학과(가), 국제무역학과(가), 회계학과(가), 세무학과(가), 행정학과(가), 법학과(가), 사회복지학과(가), 사회학과(가), 가족복지학과(가), 국어국문학과(가), 영어영문학과(가), 독어독문학과(가), 불어불문학과(가), 일어일문학과(가), 중국학과(가), 사학과(가), 철학과(가), 특수교육과(가), 유아교육과(가), 국어교육과(가) [84, 1472, 557, 1497]
departments-cell: [한양대] 정보시스템학과(나), 파이낸스경영학과(나), 의류학과(나), 식품영양학과(나), 실내건축디자인학과(나), [이화여대] 사회과학부(가), 인문과학부(가), 초등교육과(가), 교육학과(가), 국어교육과(가), 영어교육과(가), 사회과교육과(가), [중앙대] 광고홍보학과(가), 문헌정보학과(가), 사회복지학부(가), 심리학과(가), 정치국제학과(가), 공공인재학부(가), 국어국문학과(가), 영어영문학과(가), 유럽문화학부(가), 아시아문화학부(가), 철학과(가), 역사학과(가), 교육학과(가), 영어교육과(가), 유아교육과(가), [경희대] 경제학과(가), 무역학과(가), 행정학과(가), 정치외교학과(가), 언론정보학과(가), 사회학과(가), 국제학과(가), [한국외대] 경영학부(가), 국제통상학과(가), 경제학부(가), 정치외교학과(가), 행정학과(가), 국제학부(가), 영미문학·문화학과(가), 영어교육과(가), [서울시립대] 경영학부(가), 세무학과(가), 경제학부(가), 행정학과(가), 국제관계학과(가), [한국교원대] 국어교육(가), 영어교육(가), [서울교대] 초등교육(가), [경인교대] 초등교육(가) [84, 267, 557, 314]
percentile-cell: 60 이상 [40, 1602, 71, 1620]
